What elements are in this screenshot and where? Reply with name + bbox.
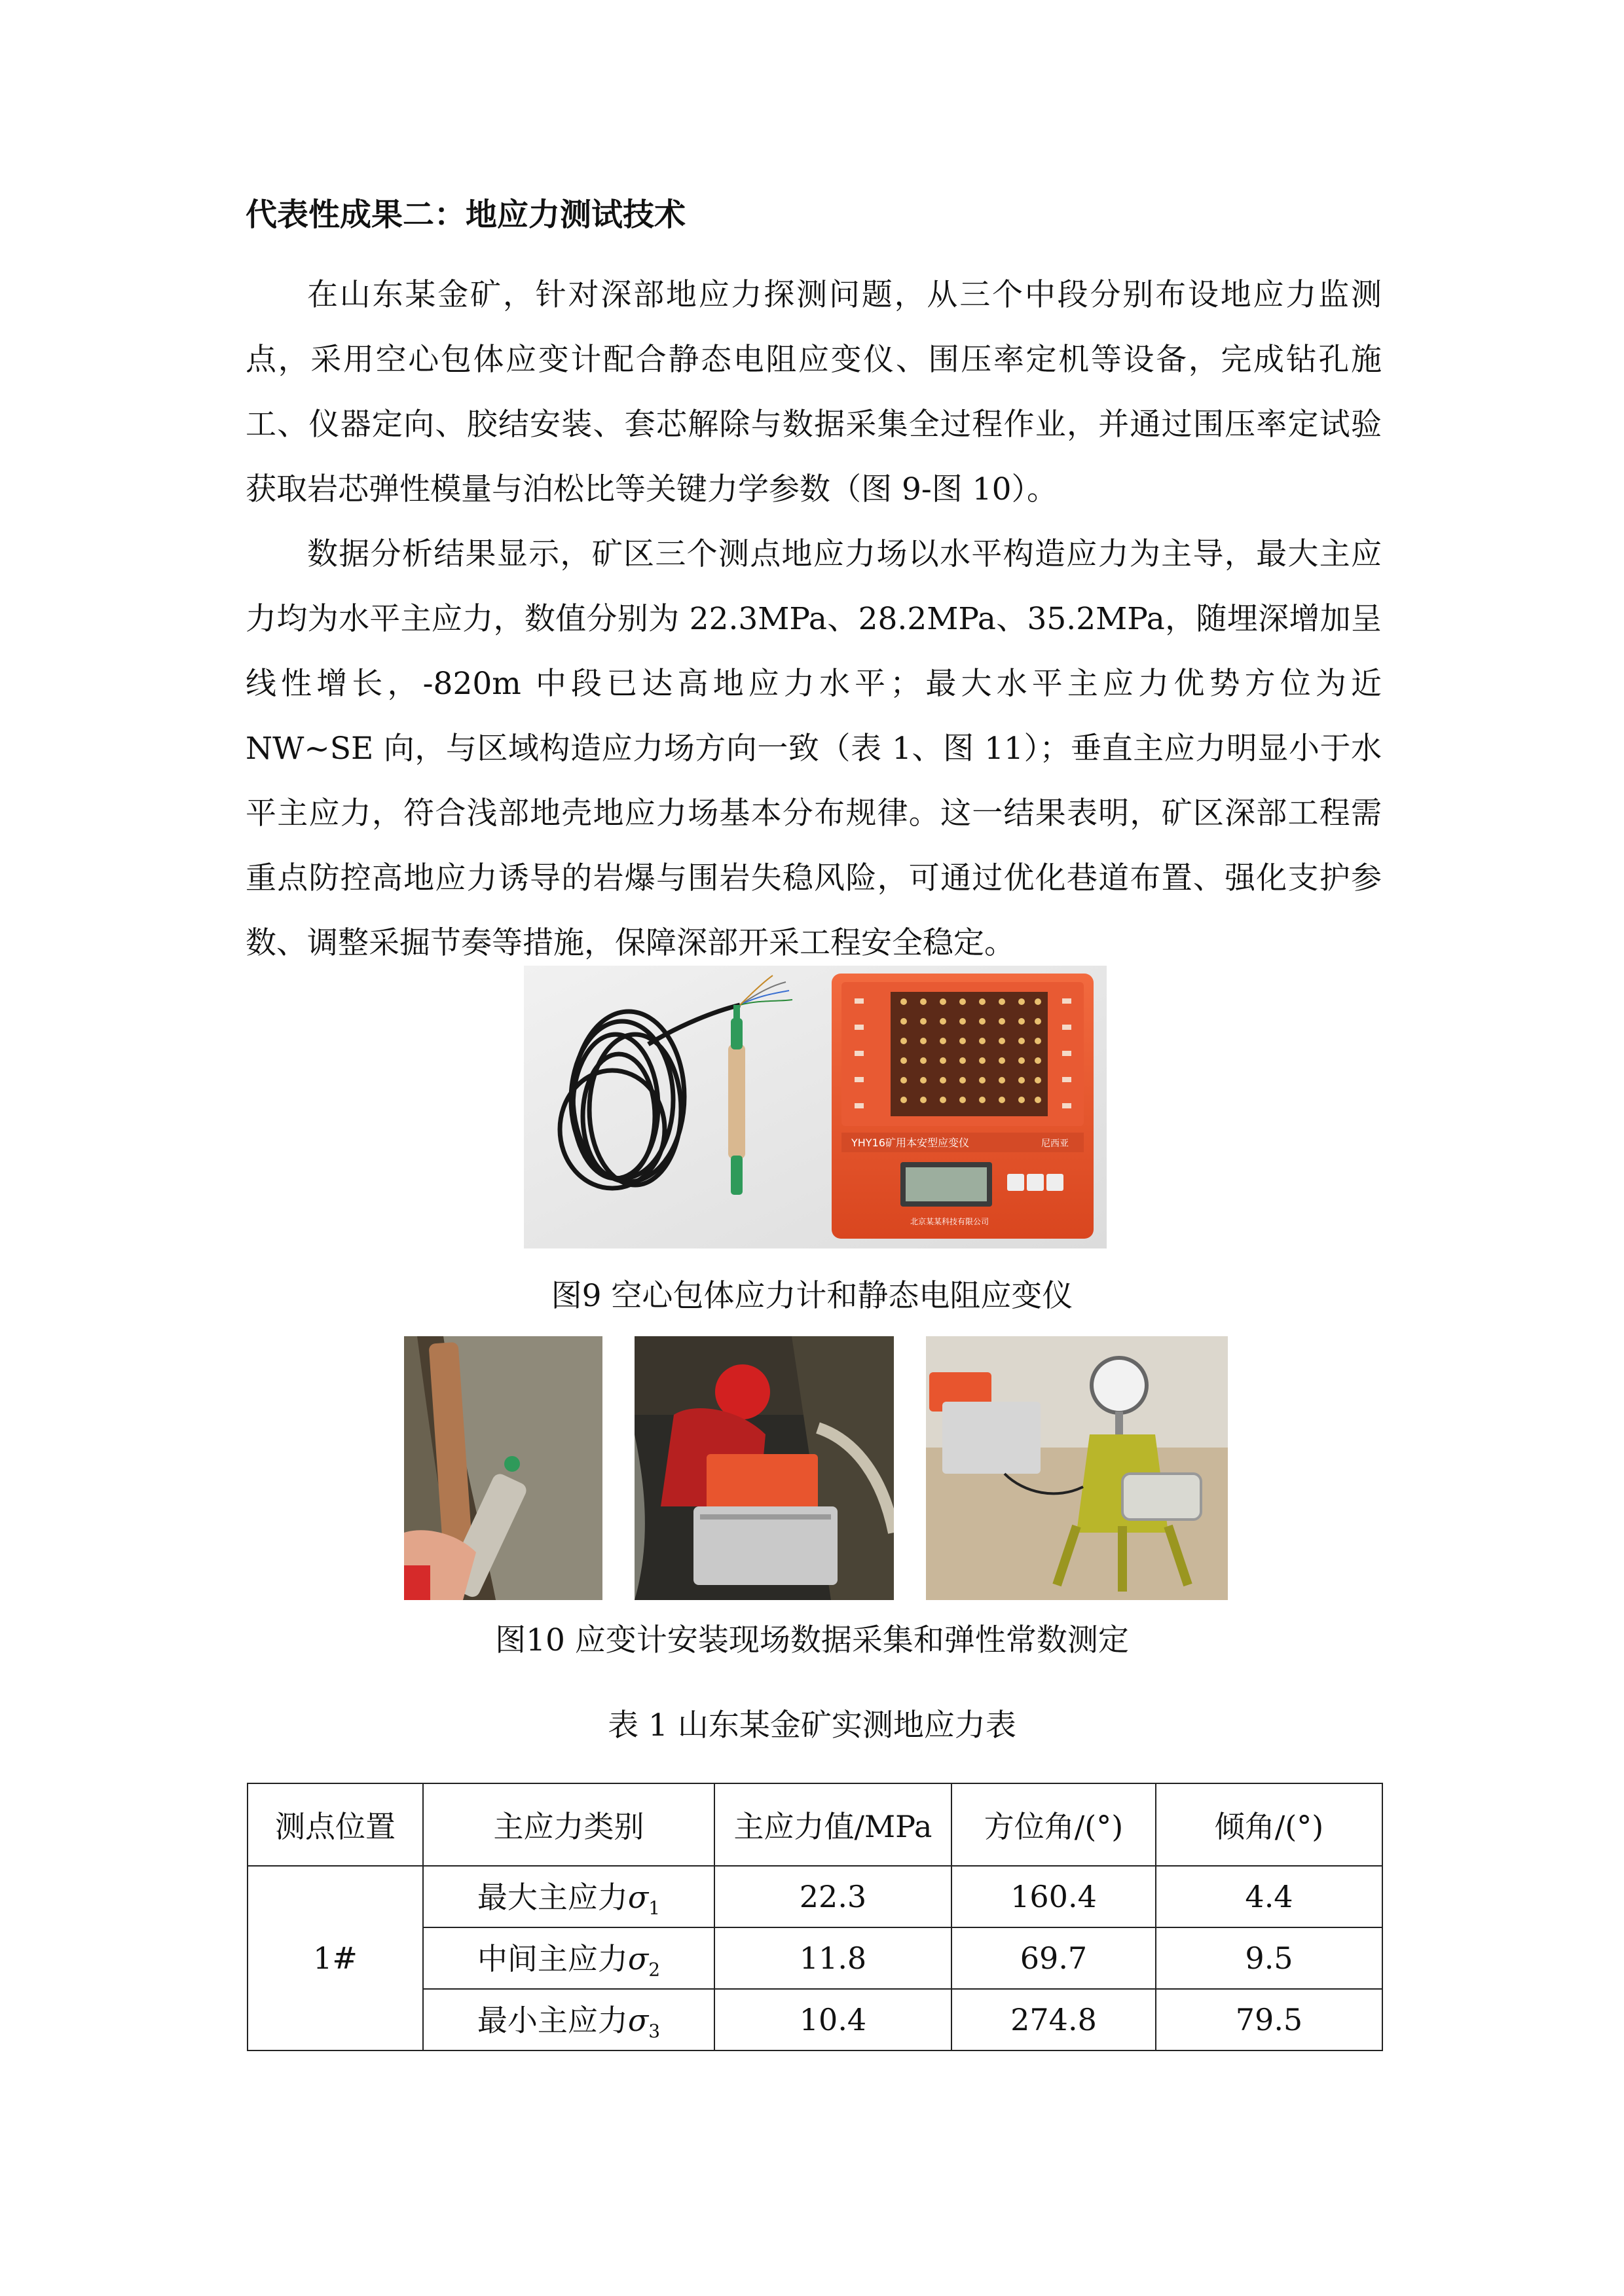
device-button-ok: [1027, 1174, 1044, 1191]
strain-meter-device: [832, 974, 1094, 1239]
figure10-caption: 图10 应变计安装现场数据采集和弹性常数测定: [495, 1622, 1129, 1658]
header-azimuth: 方位角/(°): [951, 1783, 1156, 1866]
device-model-label: YHY16矿用本安型应变仪: [851, 1137, 969, 1149]
sigma-subscript: 3: [648, 2020, 661, 2043]
sigma-symbol: $\sigma_1$: [627, 1880, 661, 1920]
cell-stress-type: [423, 1989, 714, 2050]
device-maker-label: 北京某某科技有限公司: [910, 1217, 989, 1226]
cell-azimuth: 69.7: [951, 1927, 1156, 1989]
figure10-photo-calibration: [926, 1336, 1228, 1600]
cell-stress-value: 10.4: [714, 1989, 951, 2050]
stress-type-label: 最大主应力: [477, 1880, 628, 1916]
sigma-subscript: 1: [648, 1897, 661, 1920]
stress-type-label: 中间主应力: [477, 1941, 628, 1977]
stress-type-label: 最小主应力: [477, 2003, 628, 2039]
cell-stress-value: 11.8: [714, 1927, 951, 1989]
cell-location: 1#: [248, 1866, 423, 2050]
device-button-left: [1007, 1174, 1024, 1191]
figure9-photo: [524, 966, 1107, 1248]
table-header-row: [248, 1783, 1382, 1866]
sigma-symbol: $\sigma_2$: [627, 1941, 661, 1981]
paragraph-2: 数据分析结果显示，矿区三个测点地应力场以水平构造应力为主导，最大主应力均为水平主应力，数值分别为 22.3MPa、28.2MPa、35.2MPa，随埋深增加呈线性增长，-820m 中段已达高地应力水平；最大水平主应力优势方位为近 NW~SE 向，与区域构造应力场方向一致（表 1、图 11）；垂直主应力明显小于水平主应力，符合浅部地壳地应力场基本分布规律。这一结果表明，矿区深部工程需重点防控高地应力诱导的岩爆与围岩失稳风险，可通过优化巷道布置、强化支护参数、调整采掘节奏等措施，保障深部开采工程安全稳定。: [246, 536, 1382, 961]
header-location: 测点位置: [248, 1783, 423, 1866]
figure9-caption: 图9 空心包体应力计和静态电阻应变仪: [551, 1278, 1073, 1314]
figure10-photo-acquisition: [635, 1336, 894, 1600]
cell-dip: 9.5: [1156, 1927, 1382, 1989]
cell-stress-type: [423, 1927, 714, 1989]
paragraph-1: 在山东某金矿，针对深部地应力探测问题，从三个中段分别布设地应力监测点，采用空心包体应变计配合静态电阻应变仪、围压率定机等设备，完成钻孔施工、仪器定向、胶结安装、套芯解除与数据采集全过程作业，并通过围压率定试验获取岩芯弹性模量与泊松比等关键力学参数（图 9-图 10）。: [246, 277, 1382, 507]
cell-stress-value: 22.3: [714, 1866, 951, 1927]
header-stress-type: 主应力类别: [423, 1783, 714, 1866]
cell-stress-type: [423, 1866, 714, 1927]
lcd-screen: [906, 1167, 987, 1201]
header-dip: 倾角/(°): [1156, 1783, 1382, 1866]
cell-dip: 4.4: [1156, 1866, 1382, 1927]
table-row: [248, 1866, 1382, 1927]
header-stress-value: 主应力值/MPa: [714, 1783, 951, 1866]
stress-table: [247, 1783, 1383, 2051]
device-buttons: [1007, 1174, 1063, 1191]
figure10-photo-install: [404, 1336, 602, 1600]
cell-azimuth: 160.4: [951, 1866, 1156, 1927]
cell-dip: 79.5: [1156, 1989, 1382, 2050]
sigma-symbol: $\sigma_3$: [627, 2003, 661, 2043]
sigma-subscript: 2: [648, 1959, 661, 1981]
table-title: 表 1 山东某金矿实测地应力表: [608, 1707, 1016, 1743]
cell-azimuth: 274.8: [951, 1989, 1156, 2050]
section-heading: 代表性成果二：地应力测试技术: [246, 196, 686, 233]
device-brand-label: 尼西亚: [1041, 1139, 1069, 1149]
device-button-right: [1046, 1174, 1063, 1191]
